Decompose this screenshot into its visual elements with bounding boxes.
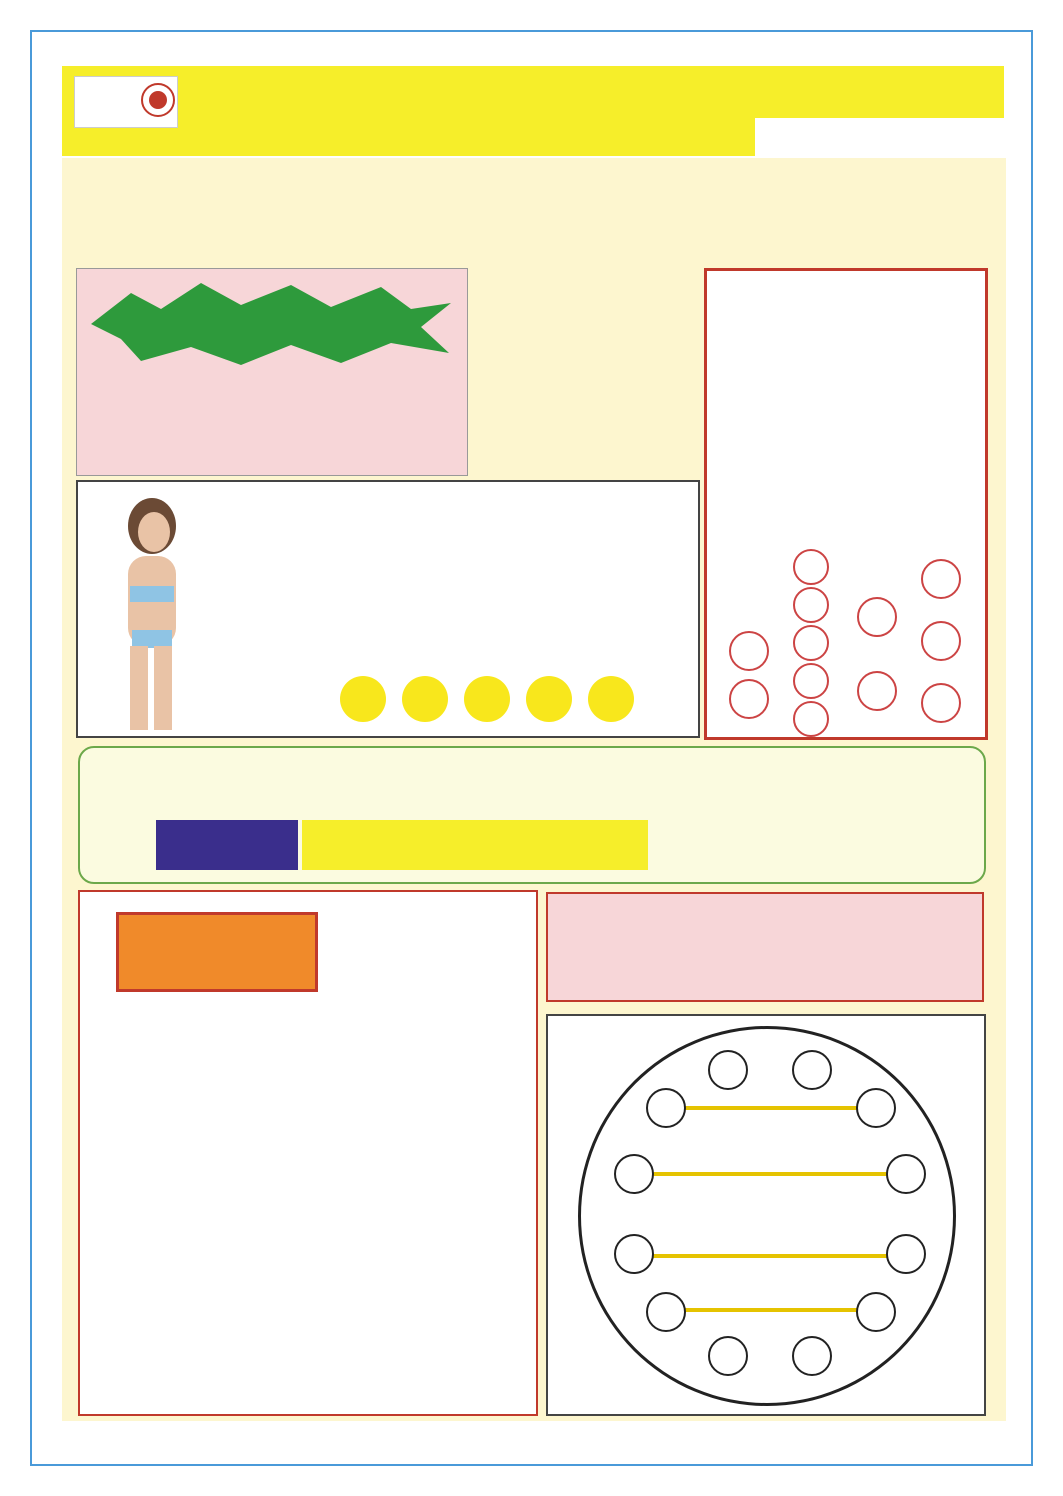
humor-panel [78, 890, 538, 1416]
starburst-banner-icon [91, 283, 451, 365]
lucky-number-ball [526, 676, 572, 722]
special-code-poem-label [156, 820, 298, 870]
gold-strategy-panel [76, 268, 468, 476]
head-value [921, 621, 961, 661]
wheel-circle [578, 1026, 956, 1406]
tail-value [793, 663, 829, 699]
lucky-number-ball [464, 676, 510, 722]
proverb-panel [546, 892, 984, 1002]
special-poem-panel [76, 480, 700, 738]
color-main-value [857, 597, 897, 637]
branch-wei [792, 1050, 832, 1090]
header-cutout [755, 118, 1007, 158]
branch-si [646, 1088, 686, 1128]
branch-hai [856, 1292, 896, 1332]
planet-line [624, 1172, 914, 1176]
branch-you [886, 1154, 926, 1194]
color-alt-value [857, 671, 897, 711]
planet-line [624, 1254, 914, 1258]
tail-value [793, 701, 829, 737]
branch-chen [614, 1154, 654, 1194]
one-word-panel [470, 268, 702, 476]
branch-mao [614, 1234, 654, 1274]
column-panel [704, 268, 988, 740]
head-value [921, 683, 961, 723]
lucky-number-ball [588, 676, 634, 722]
lucky-number-ball [340, 676, 386, 722]
tail-value [793, 625, 829, 661]
humor-badge [116, 912, 318, 992]
lucky-number-ball [402, 676, 448, 722]
branch-zi [792, 1336, 832, 1376]
slogan-panel [78, 746, 986, 884]
zodiac-value [729, 631, 769, 671]
zodiac-value [729, 679, 769, 719]
branch-wu [708, 1050, 748, 1090]
logo [74, 76, 178, 128]
tail-value [793, 587, 829, 623]
branch-xu [886, 1234, 926, 1274]
planet-line [660, 1308, 880, 1312]
branch-yin [646, 1292, 686, 1332]
model-figure-icon [92, 490, 212, 734]
emblem-icon [141, 83, 175, 117]
branch-shen [856, 1088, 896, 1128]
special-code-poem [302, 820, 648, 870]
head-value [921, 559, 961, 599]
wheel-panel [546, 1014, 986, 1416]
branch-chou [708, 1336, 748, 1376]
planet-line [660, 1106, 880, 1110]
tail-value [793, 549, 829, 585]
